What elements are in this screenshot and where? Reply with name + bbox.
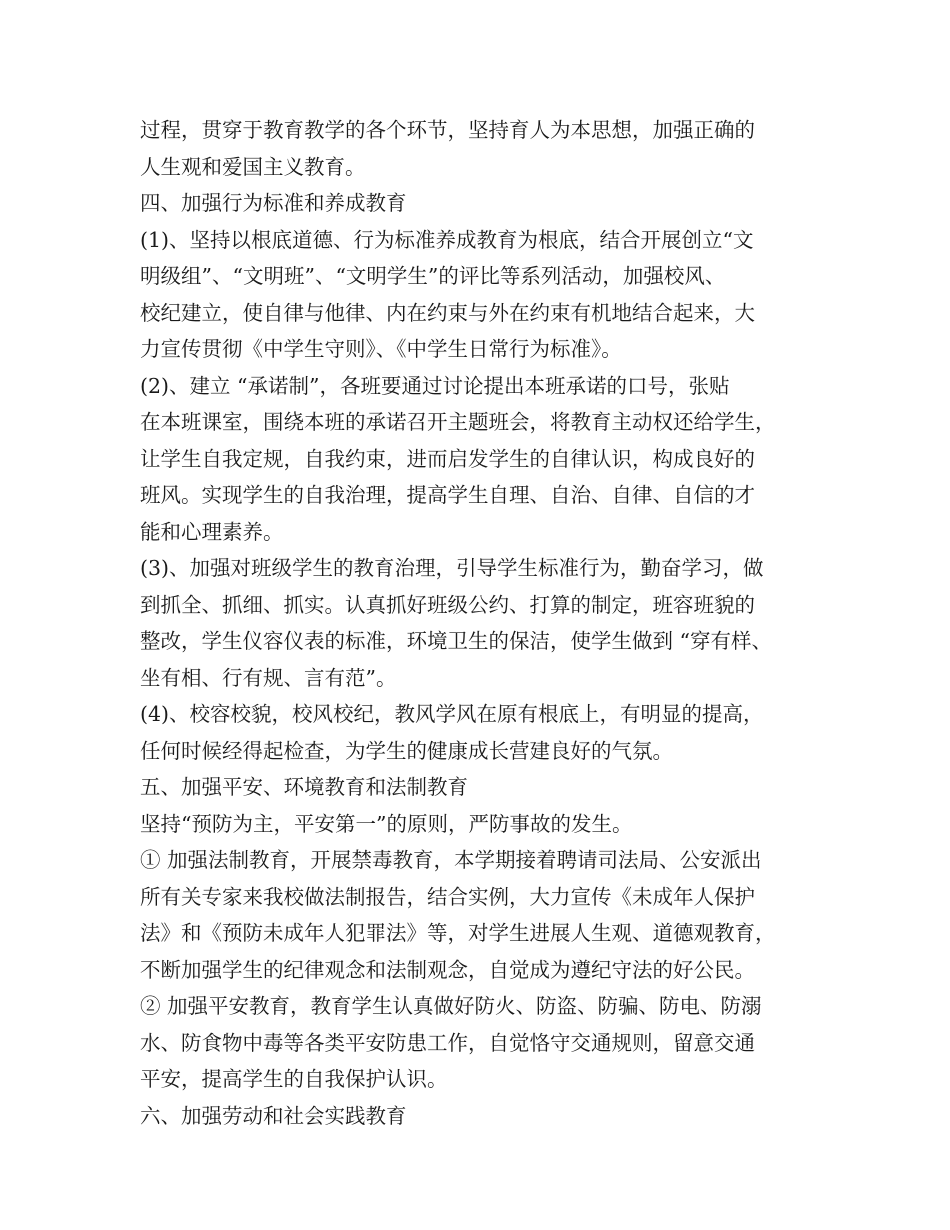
text-line: (2)、建立 “承诺制”，各班要通过讨论提出本班承诺的口号，张贴 — [140, 373, 730, 398]
text-line: 在本班课室，围绕本班的承诺召开主题班会，将教育主动权还给学生， — [140, 410, 776, 434]
section-heading: 五、加强平安、环境教育和法制教育 — [140, 775, 468, 799]
text-line: 整改，学生仪容仪表的标准，环境卫生的保洁，使学生做到 “穿有样、 — [140, 629, 772, 653]
text-line: (4)、校容校貌，校风校纪，教风学风在原有根底上，有明显的提高， — [140, 702, 764, 726]
text-line: 班风。实现学生的自我治理，提高学生自理、自治、自律、自信的才 — [140, 483, 755, 507]
text-line: 任何时候经得起检查，为学生的健康成长营建良好的气氛。 — [140, 738, 673, 763]
text-line: 校纪建立，使自律与他律、内在约束与外在约束有机地结合起来，大 — [140, 300, 755, 325]
text-line: 不断加强学生的纪律观念和法制观念，自觉成为遵纪守法的好公民。 — [140, 957, 755, 982]
document-body — [140, 112, 830, 1134]
text-line: 过程，贯穿于教育教学的各个环节，坚持育人为本思想，加强正确的 — [140, 118, 755, 142]
text-line: 人生观和爱国主义教育。 — [140, 154, 366, 179]
text-line: 能和心理素养。 — [140, 519, 284, 544]
text-line: ① 加强法制教育，开展禁毒教育，本学期接着聘请司法局、公安派出 — [140, 848, 762, 872]
text-line: 平安，提高学生的自我保护认识。 — [140, 1067, 448, 1091]
section-heading: 四、加强行为标准和养成教育 — [140, 191, 407, 215]
text-line: (3)、加强对班级学生的教育治理，引导学生标准行为，勤奋学习，做 — [140, 556, 764, 580]
text-line: 明级组”、“文明班”、“文明学生”的评比等系列活动，加强校风、 — [140, 264, 726, 288]
text-line: 法》和《预防未成年人犯罪法》等，对学生进展人生观、道德观教育， — [140, 921, 776, 945]
text-line: (1)、坚持以根底道德、行为标准养成教育为根底，结合开展创立“文 — [140, 227, 754, 252]
text-line: 坐有相、行有规、言有范”。 — [140, 665, 397, 690]
text-line: 坚持“预防为主，平安第一”的原则，严防事故的发生。 — [140, 811, 633, 836]
text-line: 水、防食物中毒等各类平安防患工作，自觉恪守交通规则，留意交通 — [140, 1030, 755, 1055]
section-heading: 六、加强劳动和社会实践教育 — [140, 1103, 407, 1128]
text-line: 所有关专家来我校做法制报告，结合实例，大力宣传《未成年人保护 — [140, 884, 755, 909]
text-line: 力宣传贯彻《中学生守则》、《中学生日常行为标准》。 — [140, 337, 622, 361]
text-line: ② 加强平安教育，教育学生认真做好防火、防盗、防骗、防电、防溺 — [140, 994, 762, 1018]
text-line: 到抓全、抓细、抓实。认真抓好班级公约、打算的制定，班容班貌的 — [140, 592, 755, 617]
text-line: 让学生自我定规，自我约束，进而启发学生的自律认识，构成良好的 — [140, 446, 755, 471]
